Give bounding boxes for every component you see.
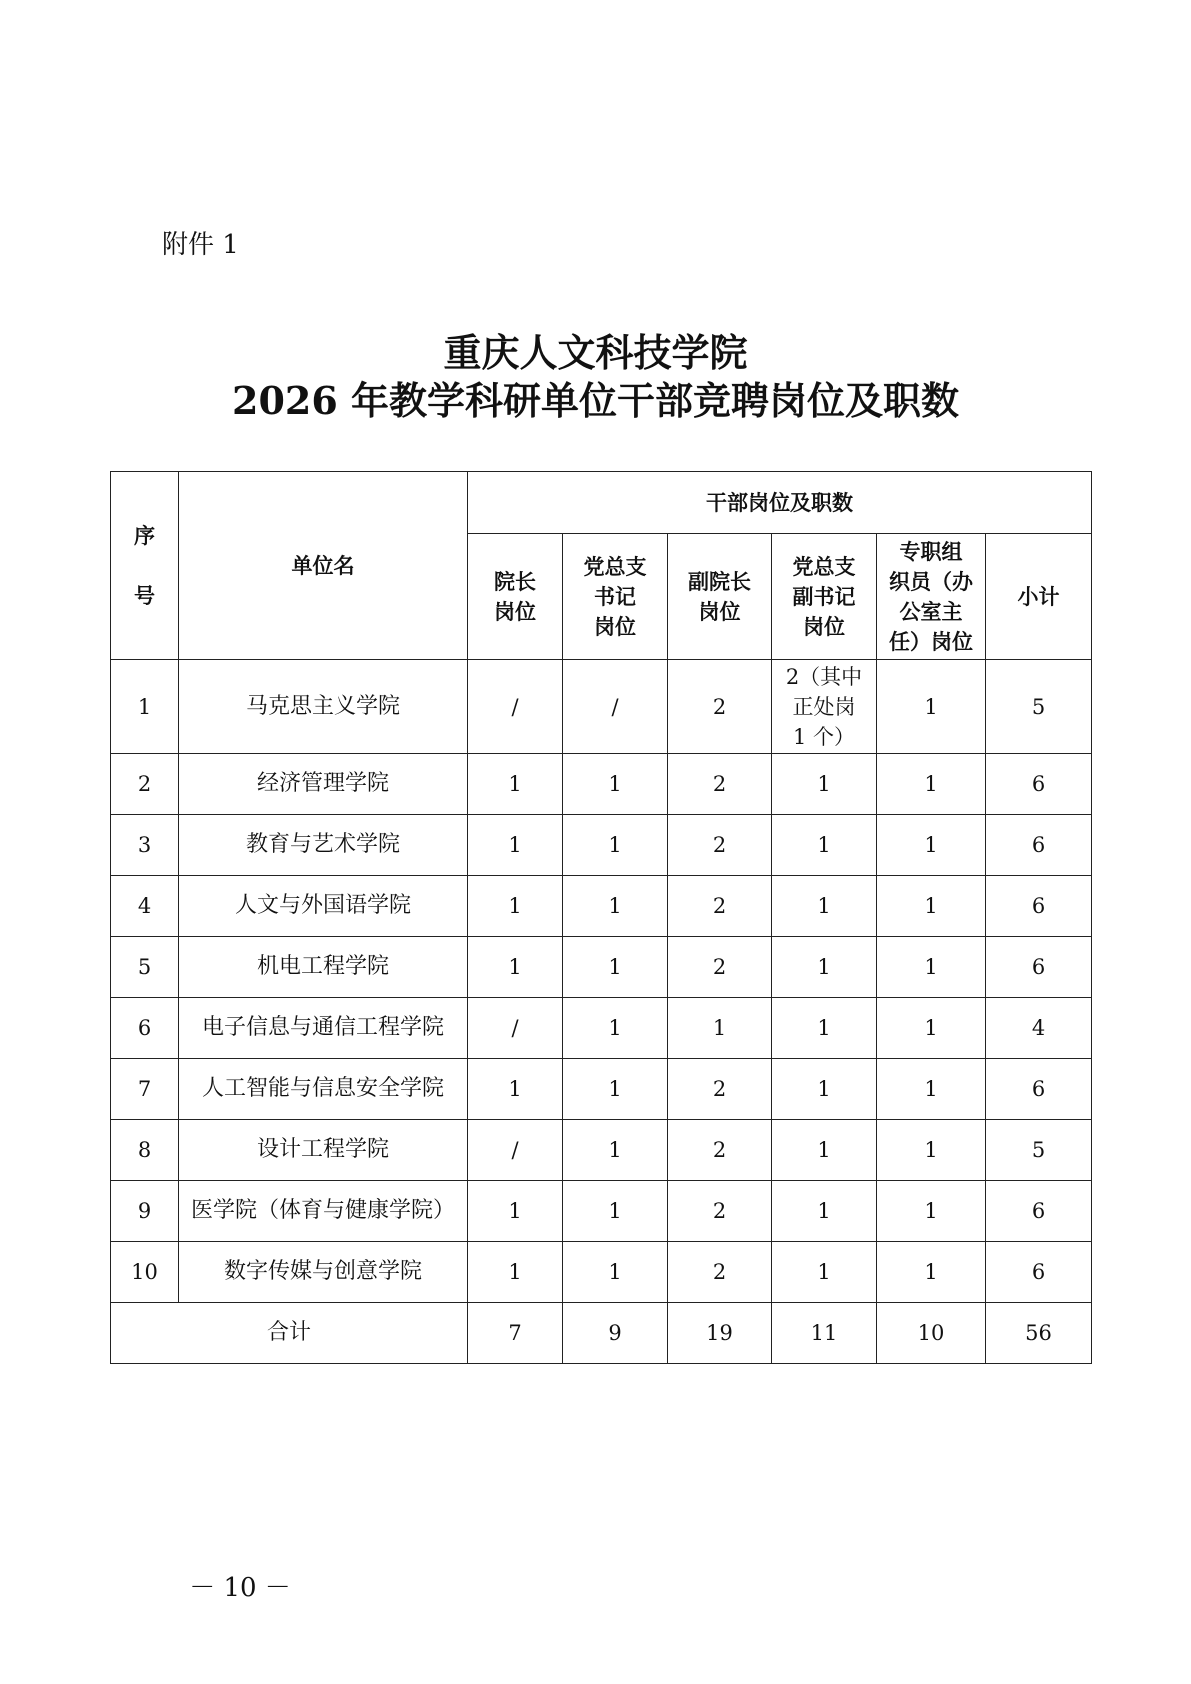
row-value: 1 xyxy=(772,1242,877,1303)
row-value: 6 xyxy=(986,1059,1092,1120)
row-value: 1 xyxy=(772,937,877,998)
row-value: / xyxy=(563,660,668,754)
header-col: 党总支 书记 岗位 xyxy=(563,534,668,660)
row-value: 2 xyxy=(668,815,772,876)
row-value: 1 xyxy=(877,876,986,937)
row-seq: 2 xyxy=(111,754,179,815)
header-col: 小计 xyxy=(986,534,1092,660)
total-value: 9 xyxy=(563,1303,668,1364)
row-seq: 10 xyxy=(111,1242,179,1303)
row-unit: 教育与艺术学院 xyxy=(179,815,468,876)
row-unit: 电子信息与通信工程学院 xyxy=(179,998,468,1059)
row-value: 1 xyxy=(468,1059,563,1120)
row-value: 5 xyxy=(986,660,1092,754)
row-unit: 人文与外国语学院 xyxy=(179,876,468,937)
row-unit: 人工智能与信息安全学院 xyxy=(179,1059,468,1120)
table-row xyxy=(111,660,1092,754)
row-value: 1 xyxy=(772,998,877,1059)
row-value: 1 xyxy=(877,815,986,876)
row-unit: 数字传媒与创意学院 xyxy=(179,1242,468,1303)
row-value: 1 xyxy=(877,754,986,815)
row-unit: 经济管理学院 xyxy=(179,754,468,815)
row-value: 1 xyxy=(772,1120,877,1181)
row-value: 6 xyxy=(986,815,1092,876)
row-seq: 5 xyxy=(111,937,179,998)
table-row xyxy=(111,754,1092,815)
row-value: 6 xyxy=(986,1181,1092,1242)
row-unit: 马克思主义学院 xyxy=(179,660,468,754)
row-value: 1 xyxy=(563,1181,668,1242)
table-row xyxy=(111,1181,1092,1242)
table-row xyxy=(111,1059,1092,1120)
table-row xyxy=(111,998,1092,1059)
row-value: 1 xyxy=(877,1120,986,1181)
row-value: 1 xyxy=(877,998,986,1059)
row-value: 1 xyxy=(877,1181,986,1242)
total-value: 10 xyxy=(877,1303,986,1364)
row-value: 2 xyxy=(668,660,772,754)
row-unit: 机电工程学院 xyxy=(179,937,468,998)
row-seq: 4 xyxy=(111,876,179,937)
row-value: 2 xyxy=(668,1242,772,1303)
row-value: 1 xyxy=(563,1120,668,1181)
row-value: 2 xyxy=(668,754,772,815)
row-value: 1 xyxy=(468,1181,563,1242)
total-label: 合计 xyxy=(111,1303,468,1364)
table-row xyxy=(111,1120,1092,1181)
row-value: 2 xyxy=(668,876,772,937)
row-value: 2 xyxy=(668,937,772,998)
header-col: 副院长 岗位 xyxy=(668,534,772,660)
row-value: 1 xyxy=(468,1242,563,1303)
total-value: 56 xyxy=(986,1303,1092,1364)
row-value: 1 xyxy=(468,876,563,937)
document-title: 重庆人文科技学院 xyxy=(443,330,748,375)
row-seq: 9 xyxy=(111,1181,179,1242)
row-value: 1 xyxy=(772,1059,877,1120)
table-row xyxy=(111,815,1092,876)
row-unit: 设计工程学院 xyxy=(179,1120,468,1181)
row-value: 2 xyxy=(668,1059,772,1120)
row-value: 6 xyxy=(986,1242,1092,1303)
row-seq: 3 xyxy=(111,815,179,876)
positions-table xyxy=(110,471,1092,1364)
page-number: － 10 － xyxy=(189,1573,291,1603)
total-value: 19 xyxy=(668,1303,772,1364)
header-col: 专职组 织员（办 公室主 任）岗位 xyxy=(877,534,986,660)
row-value: 6 xyxy=(986,937,1092,998)
total-value: 7 xyxy=(468,1303,563,1364)
total-row xyxy=(111,1303,1092,1364)
row-value: / xyxy=(468,1120,563,1181)
header-unit: 单位名 xyxy=(179,472,468,660)
attachment-label: 附件 1 xyxy=(162,230,239,260)
row-value: 1 xyxy=(563,815,668,876)
row-value: 2（其中 正处岗 1 个） xyxy=(772,660,877,754)
total-value: 11 xyxy=(772,1303,877,1364)
row-value: 1 xyxy=(772,1181,877,1242)
row-value: 1 xyxy=(468,937,563,998)
table-row xyxy=(111,937,1092,998)
row-value: 1 xyxy=(772,754,877,815)
row-value: 1 xyxy=(877,1242,986,1303)
row-value: 1 xyxy=(468,754,563,815)
row-value: 1 xyxy=(563,998,668,1059)
row-value: 1 xyxy=(668,998,772,1059)
row-value: 5 xyxy=(986,1120,1092,1181)
row-value: 1 xyxy=(877,937,986,998)
row-value: 1 xyxy=(877,660,986,754)
row-value: 1 xyxy=(563,754,668,815)
row-seq: 8 xyxy=(111,1120,179,1181)
row-value: 1 xyxy=(772,815,877,876)
header-col: 院长 岗位 xyxy=(468,534,563,660)
row-value: 1 xyxy=(563,1242,668,1303)
row-seq: 6 xyxy=(111,998,179,1059)
table-row xyxy=(111,1242,1092,1303)
row-unit: 医学院（体育与健康学院） xyxy=(179,1181,468,1242)
row-value: 6 xyxy=(986,876,1092,937)
row-value: 1 xyxy=(563,937,668,998)
row-value: 1 xyxy=(877,1059,986,1120)
row-value: 2 xyxy=(668,1181,772,1242)
row-value: 1 xyxy=(468,815,563,876)
row-value: 1 xyxy=(563,1059,668,1120)
row-seq: 1 xyxy=(111,660,179,754)
row-value: / xyxy=(468,660,563,754)
document-subtitle: 2026 年教学科研单位干部竞聘岗位及职数 xyxy=(232,378,959,423)
row-value: 2 xyxy=(668,1120,772,1181)
row-value: / xyxy=(468,998,563,1059)
row-value: 4 xyxy=(986,998,1092,1059)
header-seq: 序 号 xyxy=(111,472,179,660)
header-col: 党总支 副书记 岗位 xyxy=(772,534,877,660)
row-value: 1 xyxy=(563,876,668,937)
row-value: 6 xyxy=(986,754,1092,815)
table-row xyxy=(111,876,1092,937)
row-value: 1 xyxy=(772,876,877,937)
header-group: 干部岗位及职数 xyxy=(468,472,1092,534)
row-seq: 7 xyxy=(111,1059,179,1120)
